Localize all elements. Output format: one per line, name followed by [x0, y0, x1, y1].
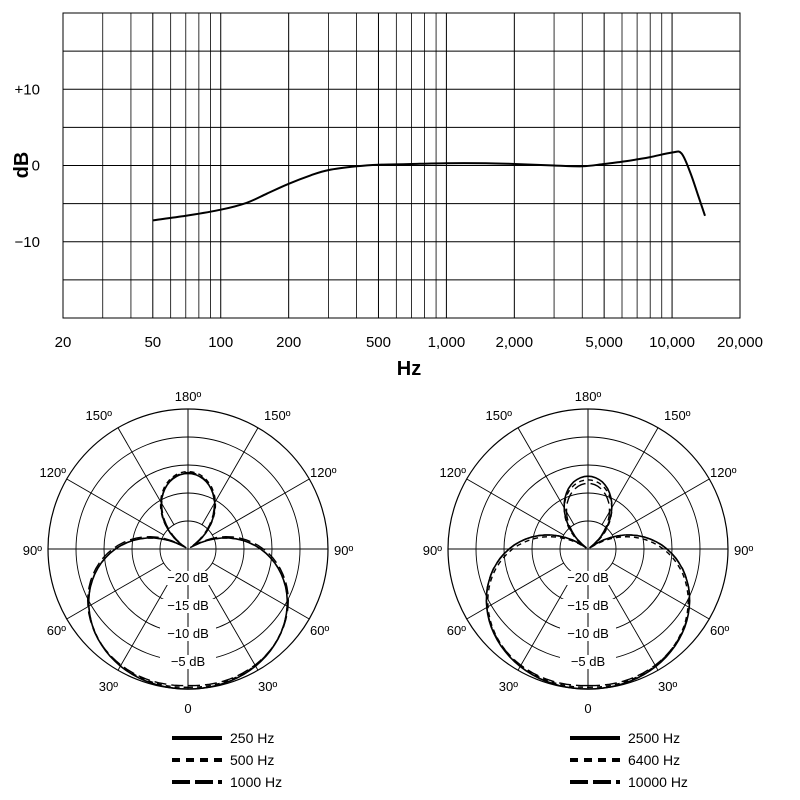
polar-angle-label: 120º: [439, 465, 466, 480]
legend-item: [172, 727, 282, 749]
polar-spoke: [612, 563, 709, 619]
legend-item: [570, 771, 688, 793]
x-tick-label: 20: [54, 334, 72, 351]
polar-spoke: [67, 479, 164, 535]
polar-angle-label: 150º: [485, 408, 512, 423]
polar-angle-label: 90º: [734, 543, 754, 558]
legend-label: 250 Hz: [230, 730, 275, 746]
legend-solid-swatch: [172, 733, 222, 743]
polar-pattern-low-chart: [0, 378, 400, 718]
polar-spoke: [202, 428, 258, 525]
legend-label: 2500 Hz: [628, 730, 681, 746]
x-tick-label: 500: [365, 334, 391, 351]
y-tick-label: −10: [14, 233, 40, 251]
polar-angle-label: 0: [184, 701, 192, 716]
polar-angle-label: 90º: [22, 543, 42, 558]
polar-radial-label: −5 dB: [170, 654, 206, 669]
x-tick-label: 5,000: [585, 334, 623, 351]
polar-angle-label: 60º: [446, 623, 466, 638]
polar-radial-label: −20 dB: [167, 570, 209, 585]
legend-item: [172, 749, 282, 771]
legend-label: 1000 Hz: [230, 774, 283, 790]
polar-spoke: [212, 563, 309, 619]
x-tick-label: 1,000: [427, 334, 466, 351]
polar-angle-label: 120º: [710, 465, 737, 480]
polar-angle-label: 150º: [85, 408, 112, 423]
polar-spoke: [118, 428, 174, 525]
legend-dashed-swatch: [570, 777, 620, 787]
polar-angle-label: 180º: [174, 389, 202, 404]
x-tick-label: 20,000: [717, 334, 763, 351]
x-tick-label: 100: [208, 334, 234, 351]
legend-solid-swatch: [570, 733, 620, 743]
polar-spoke: [212, 479, 309, 535]
legend-item: [570, 749, 688, 771]
polar-angle-label: 60º: [310, 623, 330, 638]
polar-radial-label: −15 dB: [567, 598, 609, 613]
polar-angle-label: 0: [584, 701, 592, 716]
polar-legend-high: [570, 727, 688, 793]
polar-radial-label: −10 dB: [167, 626, 209, 641]
polar-angle-label: 120º: [310, 465, 337, 480]
polar-radial-label: −20 dB: [567, 570, 609, 585]
polar-spoke: [467, 563, 564, 619]
polar-angle-label: 120º: [39, 465, 66, 480]
polar-angle-label: 60º: [46, 623, 66, 638]
polar-angle-label: 90º: [422, 543, 442, 558]
legend-dashed-swatch: [172, 777, 222, 787]
polar-spoke: [467, 479, 564, 535]
polar-legend-low: [172, 727, 282, 793]
polar-angle-label: 30º: [98, 679, 118, 694]
x-tick-label: 200: [276, 334, 302, 351]
polar-pattern-high-chart: [400, 378, 800, 718]
legend-dotted-swatch: [570, 755, 620, 765]
polar-angle-label: 60º: [710, 623, 730, 638]
polar-angle-label: 90º: [334, 543, 354, 558]
y-tick-label: 0: [31, 157, 40, 175]
legend-item: [172, 771, 282, 793]
polar-radial-label: −10 dB: [567, 626, 609, 641]
frequency-response-chart: [0, 0, 800, 378]
polar-angle-label: 30º: [658, 679, 678, 694]
polar-angle-label: 150º: [264, 408, 291, 423]
polar-spoke: [602, 428, 658, 525]
x-tick-label: 50: [144, 334, 162, 351]
polar-radial-label: −15 dB: [167, 598, 209, 613]
polar-spoke: [67, 563, 164, 619]
legend-label: 6400 Hz: [628, 752, 681, 768]
y-tick-label: +10: [14, 81, 40, 99]
polar-spoke: [518, 428, 574, 525]
polar-radial-label: −5 dB: [570, 654, 606, 669]
polar-spoke: [612, 479, 709, 535]
polar-angle-label: 30º: [258, 679, 278, 694]
x-tick-label: 10,000: [649, 334, 696, 351]
legend-dotted-swatch: [172, 755, 222, 765]
legend-label: 10000 Hz: [628, 774, 688, 790]
legend-label: 500 Hz: [230, 752, 275, 768]
x-axis-label: Hz: [396, 358, 422, 378]
polar-angle-label: 30º: [498, 679, 518, 694]
x-tick-label: 2,000: [495, 334, 534, 351]
polar-angle-label: 180º: [574, 389, 602, 404]
legend-item: [570, 727, 688, 749]
polar-angle-label: 150º: [664, 408, 691, 423]
y-axis-label: dB: [11, 151, 33, 179]
